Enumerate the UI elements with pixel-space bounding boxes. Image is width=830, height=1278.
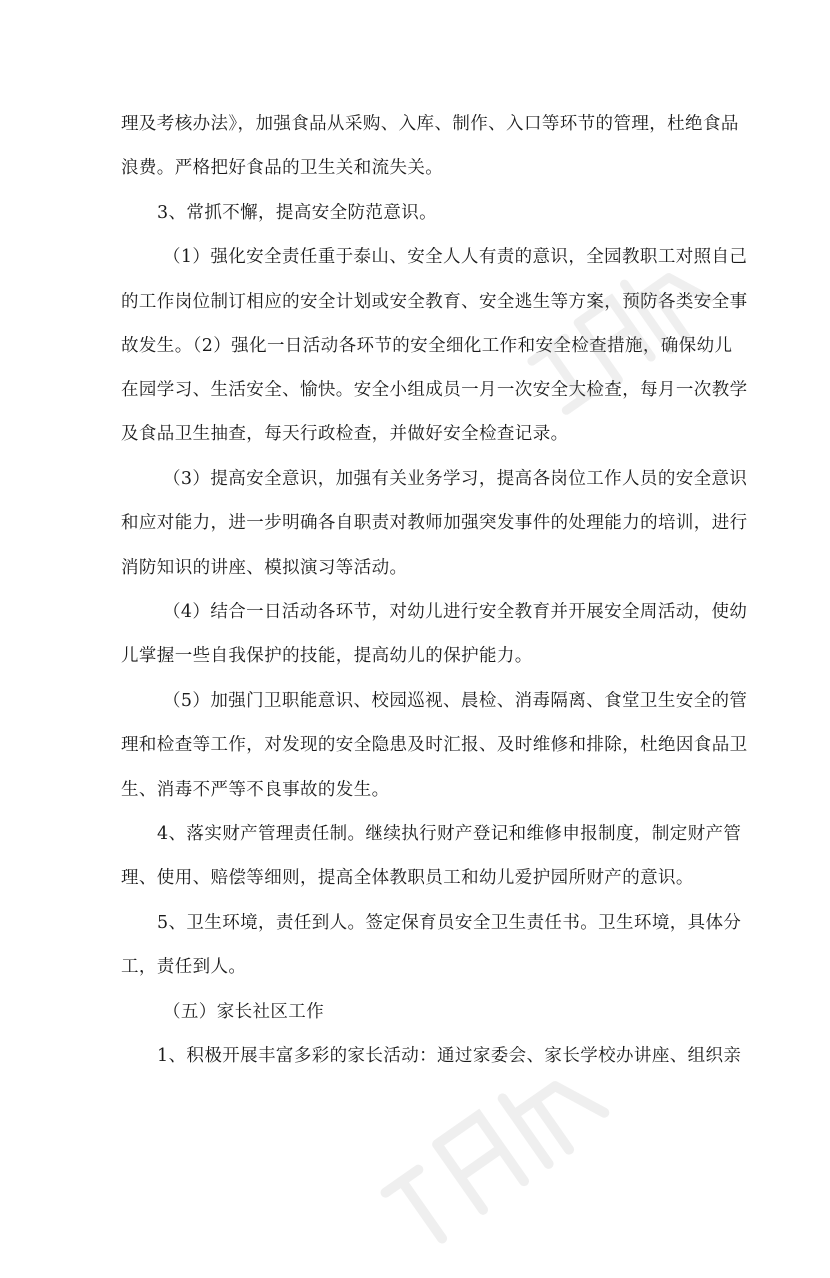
text-line: 理及考核办法》，加强食品从采购、入库、制作、入口等环节的管理，杜绝食品 xyxy=(121,114,739,134)
text-line: 浪费。严格把好食品的卫生关和流失关。 xyxy=(121,158,444,178)
text-line: 理、使用、赔偿等细则，提高全体教职员工和幼儿爱护园所财产的意识。 xyxy=(121,868,694,888)
text-line: 理和检查等工作，对发现的安全隐患及时汇报、及时维修和排除，杜绝因食品卫 xyxy=(121,735,748,755)
text-line: 和应对能力，进一步明确各自职责对教师加强突发事件的处理能力的培训，进行 xyxy=(121,513,748,533)
text-line: 及食品卫生抽查，每天行政检查，并做好安全检查记录。 xyxy=(121,424,569,444)
text-line: （4）结合一日活动各环节，对幼儿进行安全教育并开展安全周活动，使幼 xyxy=(163,602,748,622)
text-line: 生、消毒不严等不良事故的发生。 xyxy=(121,780,390,800)
text-line: （1）强化安全责任重于泰山、安全人人有责的意识，全园教职工对照自己 xyxy=(163,247,748,267)
text-line: 1、积极开展丰富多彩的家长活动：通过家委会、家长学校办讲座、组织亲 xyxy=(157,1046,742,1066)
text-line: 4、落实财产管理责任制。继续执行财产登记和维修申报制度，制定财产管 xyxy=(157,824,742,844)
text-line: 的工作岗位制订相应的安全计划或安全教育、安全逃生等方案，预防各类安全事 xyxy=(121,292,748,312)
text-line: （3）提高安全意识，加强有关业务学习，提高各岗位工作人员的安全意识 xyxy=(163,469,748,489)
text-line: 儿掌握一些自我保护的技能，提高幼儿的保护能力。 xyxy=(121,646,533,666)
section-heading-5: （五）家长社区工作 xyxy=(163,1002,325,1022)
text-line: 工，责任到人。 xyxy=(121,957,247,977)
text-line: （5）加强门卫职能意识、校园巡视、晨检、消毒隔离、食堂卫生安全的管 xyxy=(163,691,748,711)
text-line: 消防知识的讲座、模拟演习等活动。 xyxy=(121,558,408,578)
section-heading-3: 3、常抓不懈，提高安全防范意识。 xyxy=(157,203,438,223)
text-line: 故发生。（2）强化一日活动各环节的安全细化工作和安全检查措施，确保幼儿 xyxy=(121,336,733,356)
text-line: 5、卫生环境，责任到人。签定保育员安全卫生责任书。卫生环境，具体分 xyxy=(157,913,742,933)
text-line: 在园学习、生活安全、愉快。安全小组成员一月一次安全大检查，每月一次教学 xyxy=(121,380,748,400)
